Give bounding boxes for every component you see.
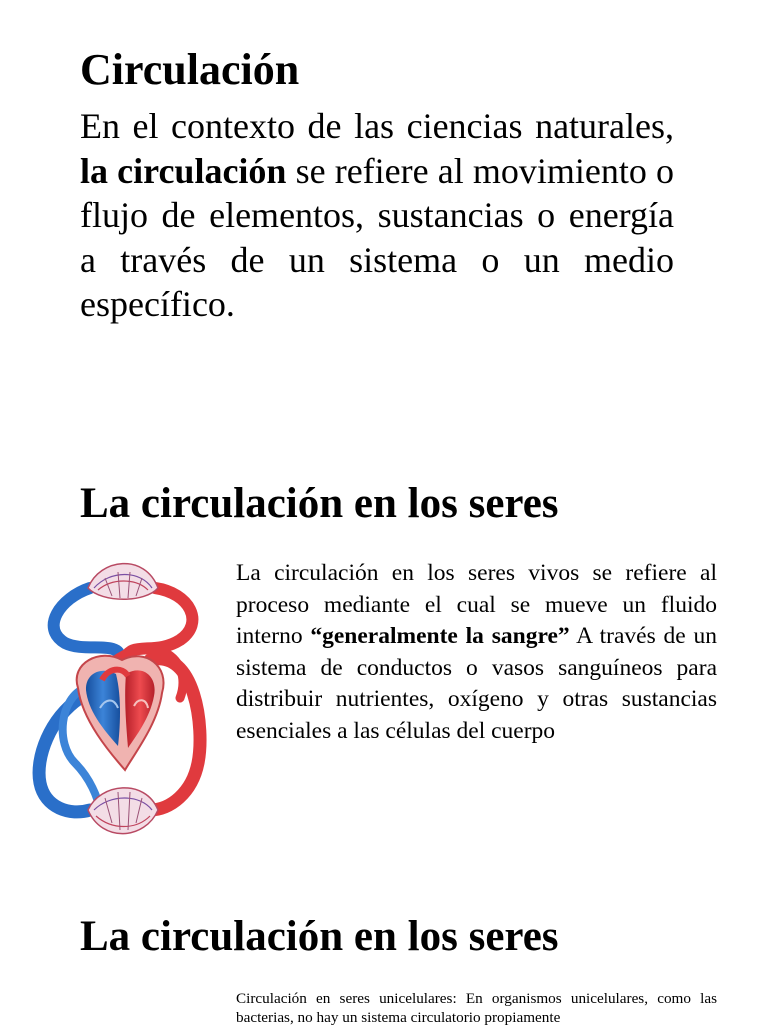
section2-paragraph xyxy=(236,558,717,747)
section3-paragraph: Circulación en seres unicelulares: En organismos unicelulares, como las bacterias, no hay un sistema circulatorio propiamente xyxy=(236,990,717,1026)
section1-title: Circulación xyxy=(80,45,300,94)
section2-text-end: A través de un sistema de conductos o vasos sanguíneos para distribuir nutrientes, oxígeno y otras sustancias esenciales a las células del cuerpo xyxy=(236,623,718,744)
section1-bold-term: la circulación xyxy=(80,150,287,191)
section2-title: La circulación en los seres xyxy=(80,480,559,527)
section1-text-start: En el contexto de las ciencias naturales, xyxy=(80,106,674,146)
section1-paragraph xyxy=(80,104,674,327)
section2-bold-term: “generalmente la sangre” xyxy=(310,623,570,649)
section2-text-start: La circulación en los seres vivos se refiere al proceso mediante el cual se mueve un fluido interno xyxy=(236,560,717,649)
upper-capillary-bed xyxy=(88,564,158,600)
heart-icon xyxy=(77,656,164,770)
circulatory-system-illustration xyxy=(30,548,210,848)
section3-title: La circulación en los seres xyxy=(80,913,559,960)
section1-text-end: se refiere al movimiento o flujo de elementos, sustancias o energía a través de un sistema o un medio específico. xyxy=(80,150,674,324)
